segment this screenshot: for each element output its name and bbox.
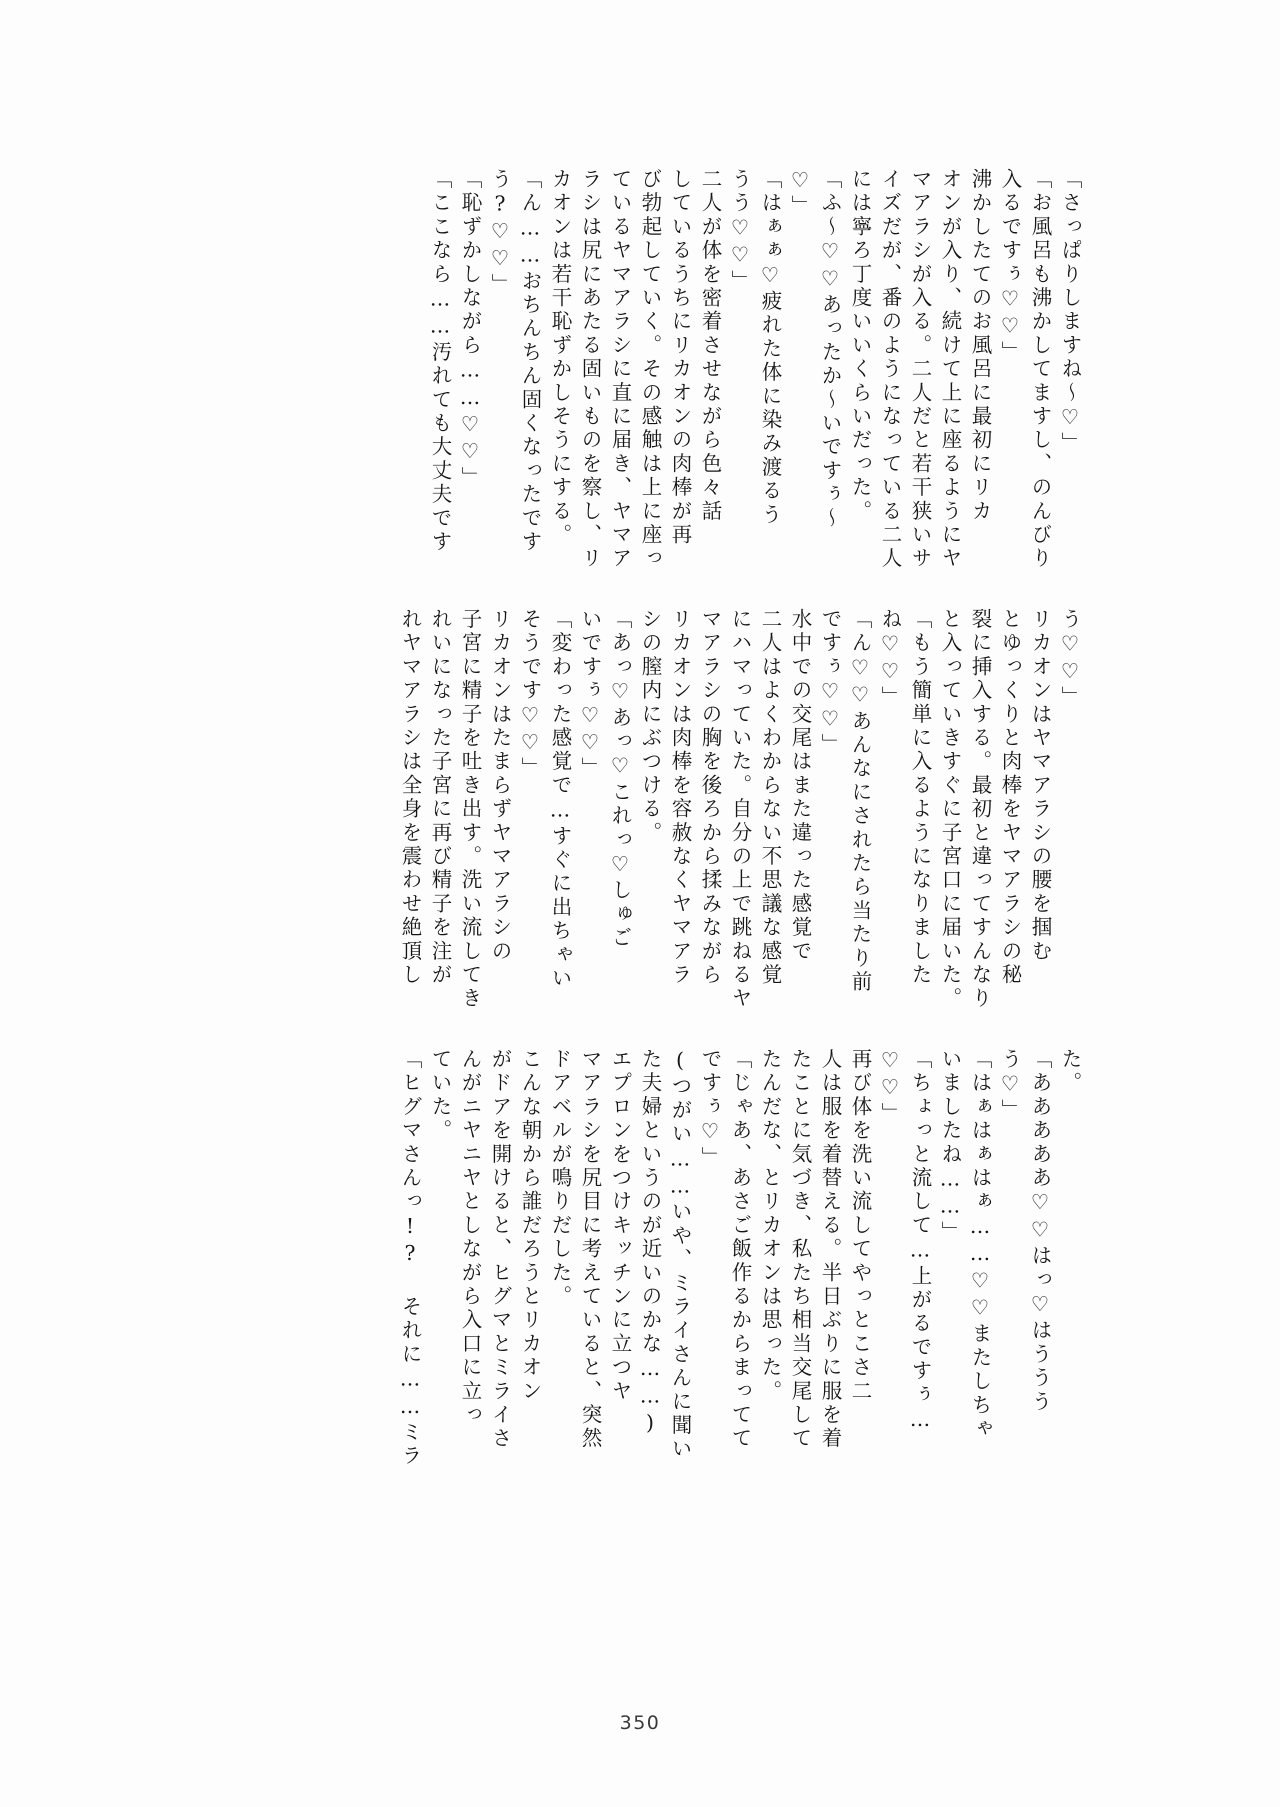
- text-column: ♡」: [788, 168, 812, 219]
- text-column: 裂に挿入する。最初と違ってすんなり: [968, 608, 992, 1011]
- text-column: リカオンは肉棒を容赦なくヤマアラ: [668, 608, 692, 988]
- text-column: 「ふ〜♡♡あったか〜いですぅ〜: [818, 168, 842, 531]
- text-column: れいになった子宮に再び精子を注が: [428, 608, 452, 988]
- text-column: オンが入り、続けて上に座るようにヤ: [938, 168, 962, 571]
- text-column: う?♡♡」: [488, 168, 512, 297]
- text-column: び勃起していく。その感触は上に座っ: [638, 168, 662, 571]
- text-column: 「お風呂も沸かしてますし、のんびり: [1028, 168, 1052, 571]
- text-column: しているうちにリカオンの肉棒が再: [668, 168, 692, 548]
- text-column: れヤマアラシは全身を震わせ絶頂し: [398, 608, 422, 988]
- text-column: 再び体を洗い流してやっとこさ二: [848, 1048, 872, 1404]
- text-column: ていた。: [428, 1048, 452, 1143]
- text-column: 「ん……おちんちん固くなったです: [518, 168, 542, 555]
- text-column: 水中での交尾はまた違った感覚で: [788, 608, 812, 964]
- text-band-3: [120, 1048, 1082, 1469]
- text-column: がドアを開けると、ヒグマとミライさ: [488, 1048, 512, 1451]
- text-column: いましたね……」: [938, 1048, 962, 1245]
- text-column: 子宮に精子を吐き出す。洗い流してき: [458, 608, 482, 1011]
- text-column: う♡」: [998, 1048, 1022, 1123]
- text-column: ね♡♡」: [878, 608, 902, 710]
- text-column: ですぅ♡♡」: [818, 608, 842, 758]
- text-column: マアラシを尻目に考えていると、突然: [578, 1048, 602, 1451]
- text-column: シの膣内にぶつける。: [638, 608, 662, 845]
- text-column: 「じゃあ、あさご飯作るからまってて: [728, 1048, 752, 1451]
- page-number: 350: [619, 1712, 661, 1734]
- text-column: エプロンをつけキッチンに立つヤ: [608, 1048, 632, 1404]
- text-column: (つがい……いや、ミライさんに聞い: [668, 1048, 692, 1462]
- text-column: マアラシの胸を後ろから揉みながら: [698, 608, 722, 988]
- text-column: 「もう簡単に入るようになりました: [908, 608, 932, 988]
- text-column: 「はぁはぁはぁ……♡♡またしちゃ: [968, 1048, 992, 1442]
- text-column: 「あああああ♡♡はっ♡はううう: [1028, 1048, 1052, 1414]
- text-band-2: [120, 608, 1082, 1011]
- text-column: た。: [1058, 1048, 1082, 1096]
- text-column: 「あっ♡あっ♡これっ♡しゅご: [608, 608, 632, 951]
- text-column: ラシは尻にあたる固いものを察し、リ: [578, 168, 602, 571]
- text-column: カオンは若干恥ずかしそうにする。: [548, 168, 572, 548]
- text-column: たことに気づき、私たち相当交尾して: [788, 1048, 812, 1451]
- text-column: いですぅ♡♡」: [578, 608, 602, 781]
- text-column: 「ここなら……汚れても大丈夫です: [428, 168, 452, 555]
- text-column: リカオンはヤマアラシの腰を掴む: [1028, 608, 1052, 964]
- text-column: マアラシが入る。二人だと若干狭いサ: [908, 168, 932, 571]
- text-column: うう♡♡」: [728, 168, 752, 294]
- text-column: 「ん♡♡あんなにされたら当たり前: [848, 608, 872, 995]
- text-column: 「ヒグマさんっ!? それに……ミラ: [398, 1048, 422, 1469]
- text-column: ですぅ♡」: [698, 1048, 722, 1170]
- text-column: 沸かしたてのお風呂に最初にリカ: [968, 168, 992, 524]
- text-column: と入っていきすぐに子宮口に届いた。: [938, 608, 962, 1011]
- text-column: う♡♡」: [1058, 608, 1082, 710]
- text-column: そうです♡♡」: [518, 608, 542, 781]
- text-band-1: [120, 168, 1082, 571]
- text-column: リカオンはたまらずヤマアラシの: [488, 608, 512, 964]
- text-column: 「はぁぁ♡疲れた体に染み渡るう: [758, 168, 782, 527]
- text-column: んがニヤニヤとしながら入口に立っ: [458, 1048, 482, 1428]
- text-column: た夫婦というのが近いのかな……): [638, 1048, 662, 1438]
- text-column: こんな朝から誰だろうとリカオン: [518, 1048, 542, 1404]
- text-column: 「変わった感覚で…すぐに出ちゃい: [548, 608, 572, 991]
- text-column: ドアベルが鳴りだした。: [548, 1048, 572, 1309]
- text-column: 入るですぅ♡♡」: [998, 168, 1022, 365]
- text-column: イズだが、番のようになっている二人: [878, 168, 902, 571]
- text-column: たんだな、とリカオンは思った。: [758, 1048, 782, 1404]
- text-column: 人は服を着替える。半日ぶりに服を着: [818, 1048, 842, 1451]
- text-column: とゆっくりと肉棒をヤマアラシの秘: [998, 608, 1022, 988]
- text-column: 「さっぱりしますね〜♡」: [1058, 168, 1082, 456]
- text-column: 「ちょっと流して…上がるですぅ…: [908, 1048, 932, 1435]
- text-column: 二人が体を密着させながら色々話: [698, 168, 722, 524]
- text-column: にハマっていた。自分の上で跳ねるヤ: [728, 608, 752, 1011]
- text-column: 二人はよくわからない不思議な感覚: [758, 608, 782, 988]
- text-column: ているヤマアラシに直に届き、ヤマア: [608, 168, 632, 571]
- text-column: 「恥ずかしながら……♡♡」: [458, 168, 482, 491]
- text-column: ♡♡」: [878, 1048, 902, 1127]
- text-column: には寧ろ丁度いいくらいだった。: [848, 168, 872, 524]
